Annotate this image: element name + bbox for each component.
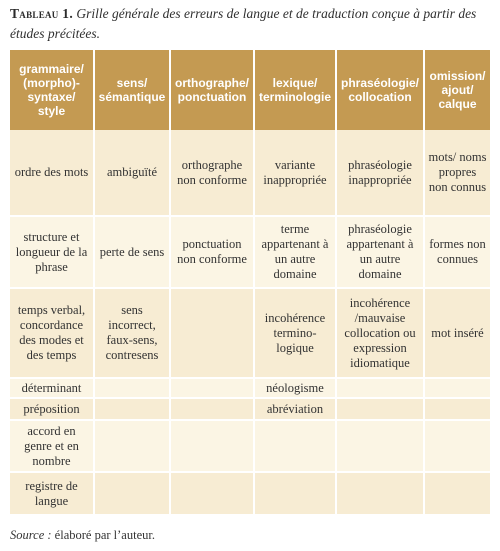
table-cell: ordre des mots	[10, 130, 94, 216]
header-orthographe: orthographe/ ponctuation	[170, 50, 254, 130]
table-cell	[336, 398, 424, 420]
table-caption	[10, 4, 490, 44]
table-cell: orthographe non conforme	[170, 130, 254, 216]
table-cell	[254, 420, 336, 472]
table-cell	[336, 378, 424, 398]
table-cell	[170, 398, 254, 420]
table-row	[10, 472, 490, 514]
table-row	[10, 398, 490, 420]
table-cell: accord en genre et en nombre	[10, 420, 94, 472]
source-text: élaboré par l’auteur.	[51, 528, 155, 542]
table-cell	[170, 378, 254, 398]
table-row	[10, 288, 490, 378]
table-cell	[336, 420, 424, 472]
table-cell	[94, 378, 170, 398]
table-cell	[424, 378, 490, 398]
header-lexique: lexique/ terminologie	[254, 50, 336, 130]
source-note	[10, 528, 155, 543]
table-row	[10, 216, 490, 288]
table-row	[10, 130, 490, 216]
table-cell: phraséologie appartenant à un autre domaine	[336, 216, 424, 288]
table-cell: registre de langue	[10, 472, 94, 514]
header-omission: omission/ ajout/ calque	[424, 50, 490, 130]
table-cell: variante inappropriée	[254, 130, 336, 216]
table-caption-label: Tableau 1.	[10, 6, 74, 21]
table-cell: sens incorrect, faux-sens, contresens	[94, 288, 170, 378]
table-cell: phraséologie inappropriée	[336, 130, 424, 216]
table-cell	[424, 420, 490, 472]
table-cell	[336, 472, 424, 514]
error-grid-table	[10, 50, 490, 514]
header-grammaire: grammaire/ (morpho)- syntaxe/ style	[10, 50, 94, 130]
table-cell: incohérence /mauvaise collocation ou expression idiomatique	[336, 288, 424, 378]
table-cell: néologisme	[254, 378, 336, 398]
table-cell	[94, 398, 170, 420]
table-header-row	[10, 50, 490, 130]
table-cell: abréviation	[254, 398, 336, 420]
table-row	[10, 378, 490, 398]
table-cell: déterminant	[10, 378, 94, 398]
table-cell	[170, 420, 254, 472]
table-cell	[424, 398, 490, 420]
table-cell: formes non connues	[424, 216, 490, 288]
table-cell: incohérence termino- logique	[254, 288, 336, 378]
header-sens: sens/ sémantique	[94, 50, 170, 130]
table-cell: terme appartenant à un autre domaine	[254, 216, 336, 288]
table-caption-title: Grille générale des erreurs de langue et de traduction conçue à partir des études précitées.	[10, 6, 477, 41]
table-cell	[254, 472, 336, 514]
table-cell	[170, 472, 254, 514]
table-cell: préposition	[10, 398, 94, 420]
table-cell	[170, 288, 254, 378]
table-row	[10, 420, 490, 472]
table-cell: mots/ noms propres non connus	[424, 130, 490, 216]
table-cell: structure et longueur de la phrase	[10, 216, 94, 288]
table-cell	[94, 420, 170, 472]
table-cell	[94, 472, 170, 514]
source-label: Source :	[10, 528, 52, 542]
table-cell: ponctuation non conforme	[170, 216, 254, 288]
table-cell: ambiguïté	[94, 130, 170, 216]
table-cell: mot inséré	[424, 288, 490, 378]
table-cell	[424, 472, 490, 514]
table-cell: temps verbal, concordance des modes et des temps	[10, 288, 94, 378]
table-cell: perte de sens	[94, 216, 170, 288]
header-phraseologie: phraséologie/ collocation	[336, 50, 424, 130]
